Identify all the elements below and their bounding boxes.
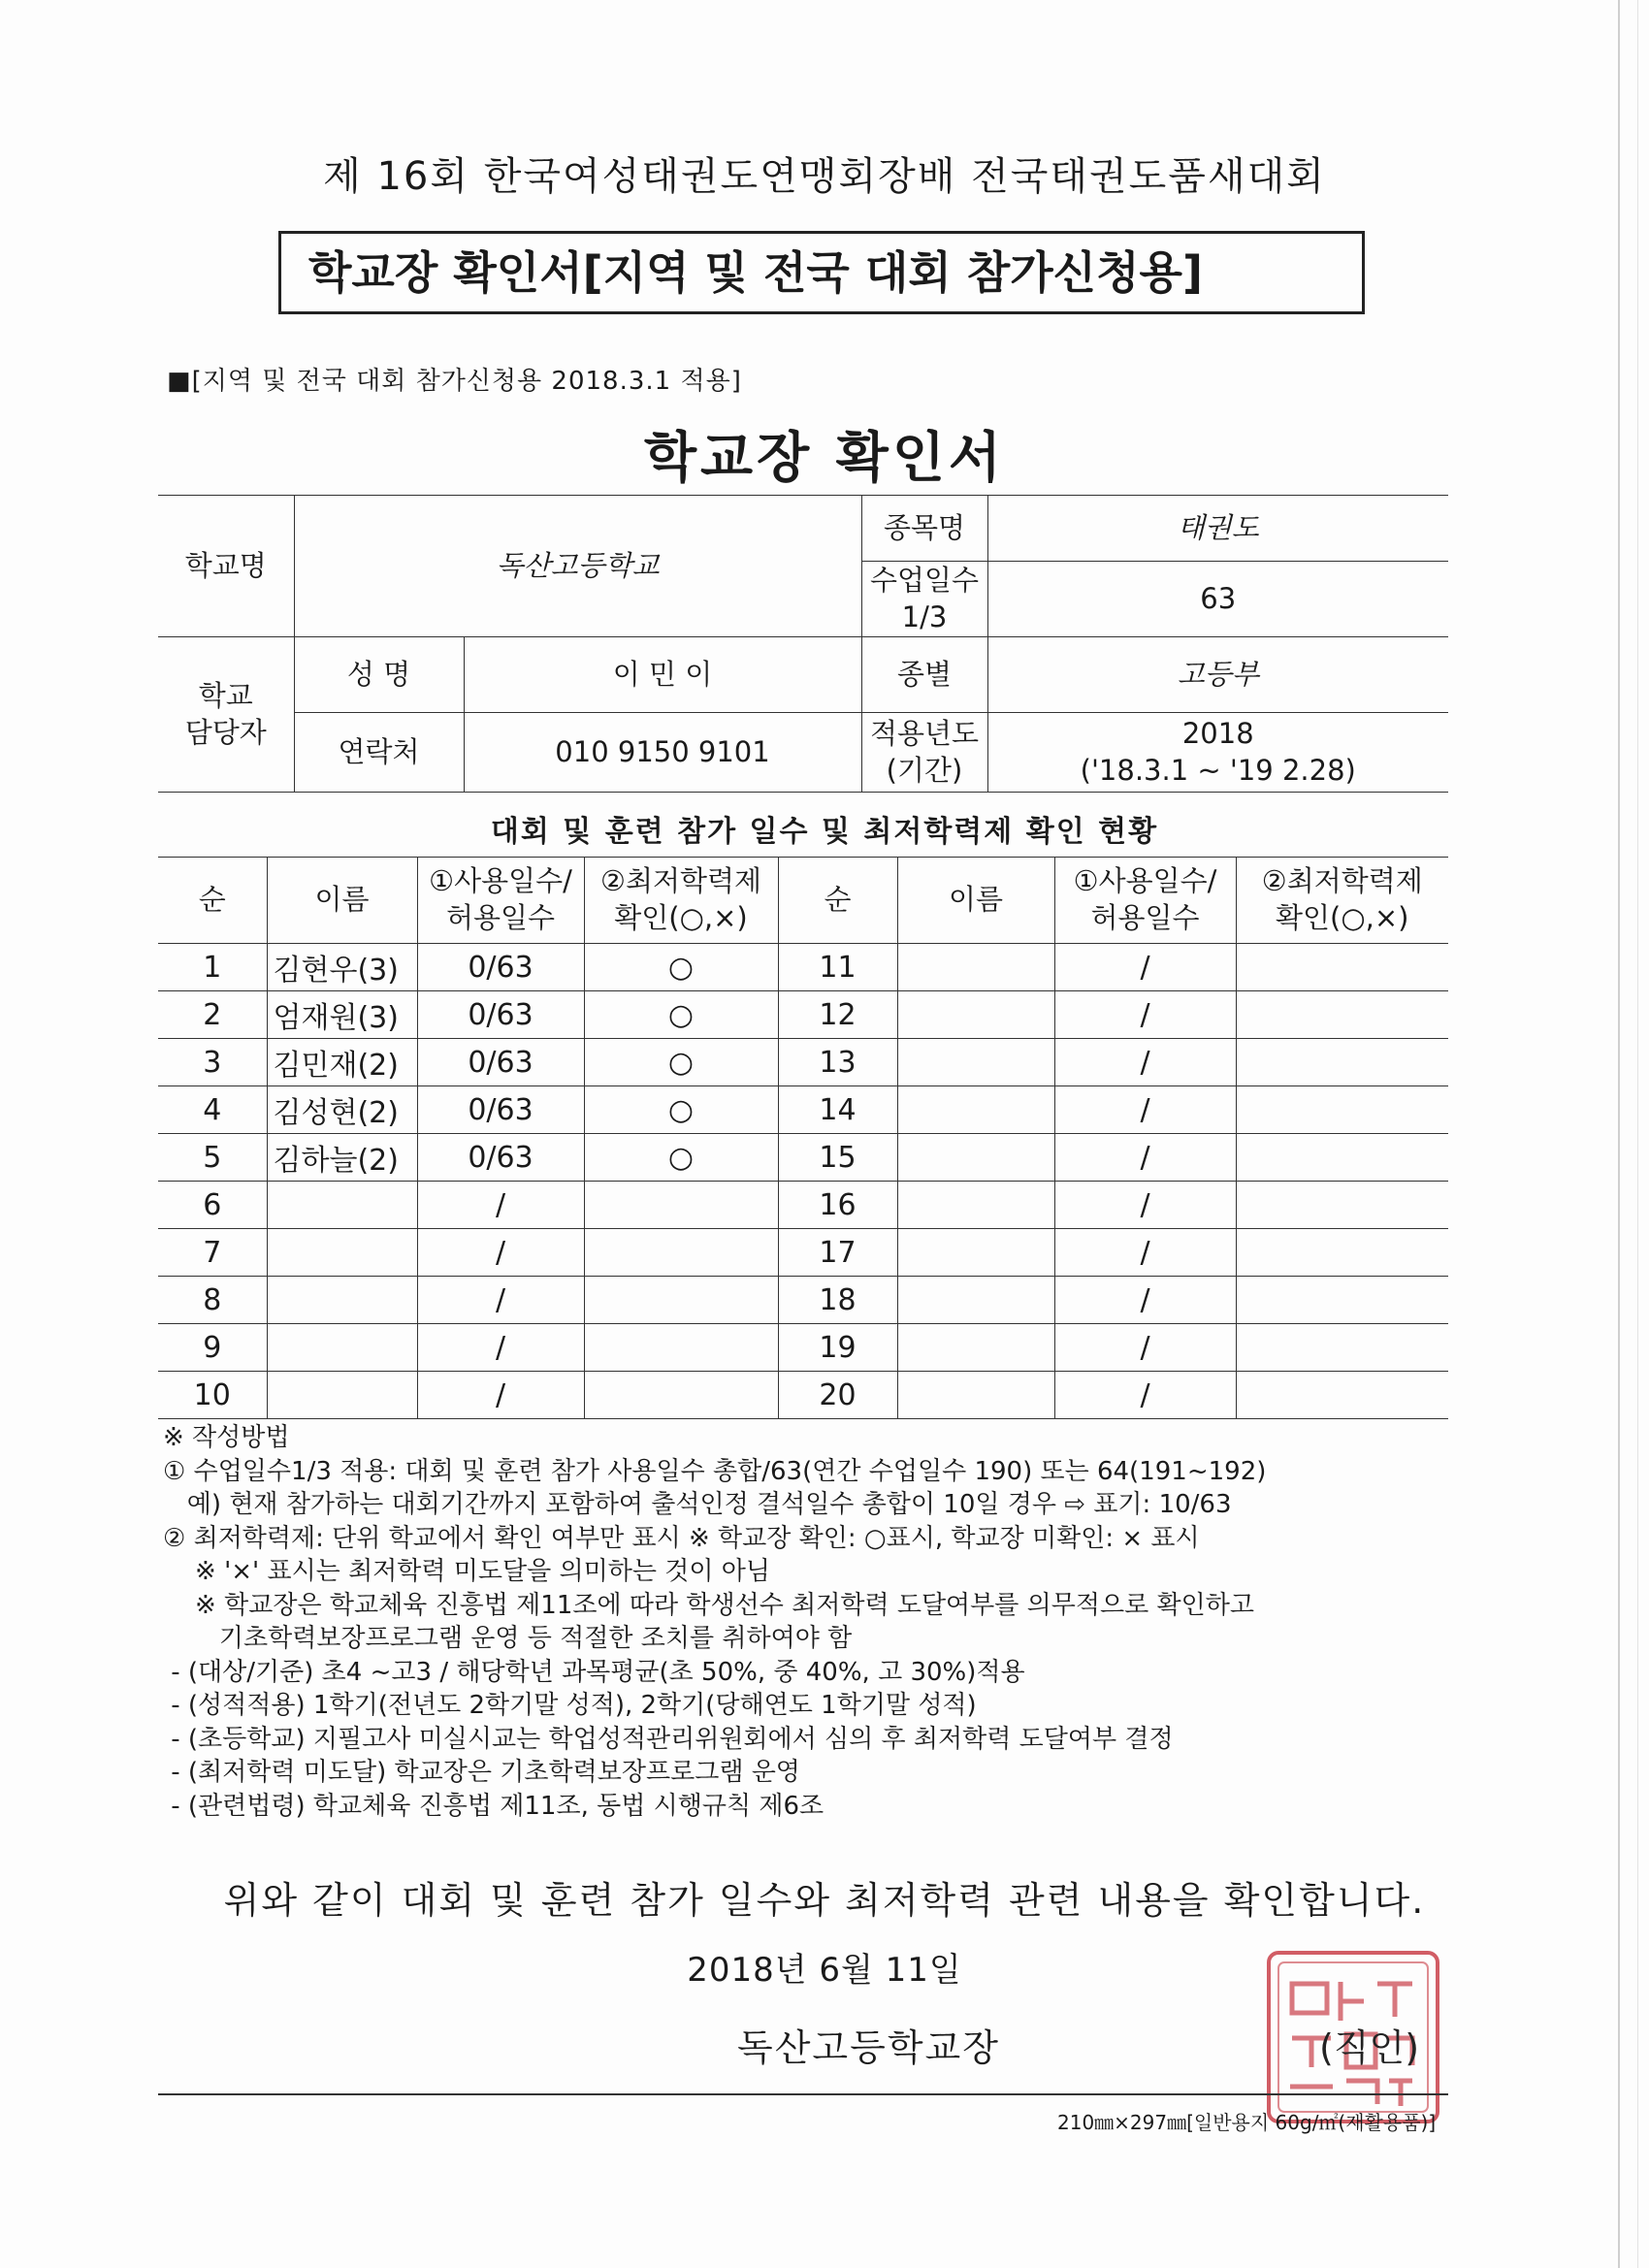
table-row [158,1277,1448,1324]
student-name [897,991,1054,1039]
academic-check [1236,1134,1448,1182]
instruction-line: - (관련법령) 학교체육 진흥법 제11조, 동법 시행규칙 제6조 [163,1791,824,1821]
table-row [158,1372,1448,1419]
seal-label: (직인) [1319,2026,1420,2069]
academic-check [1236,1372,1448,1419]
student-name [267,1324,417,1372]
contact-value: 010 9150 9101 [464,713,861,793]
student-name [267,1277,417,1324]
student-name: 김현우(3) [267,944,417,991]
instruction-line: - (최저학력 미도달) 학교장은 기초학력보장프로그램 운영 [163,1758,800,1787]
col-days-right [1054,858,1236,944]
col-no-left: 순 [158,858,267,944]
used-days: 0/63 [417,1086,584,1134]
scan-edge-line [1618,0,1620,2268]
student-name [897,1372,1054,1419]
student-name [267,1229,417,1277]
table-row [158,1229,1448,1277]
used-days: / [1054,1372,1236,1419]
participant-roster-table [158,857,1448,1419]
instruction-line: ① 수업일수1/3 적용: 대회 및 훈련 참가 사용일수 총합/63(연간 수업일수 190) 또는 64(191~192) [163,1456,1267,1486]
student-name [267,1372,417,1419]
staff-label [158,637,294,793]
contact-label: 연락처 [294,713,464,793]
col-no-right: 순 [778,858,897,944]
division-value: 고등부 [987,637,1448,713]
academic-check [1236,1277,1448,1324]
col-check-left-line1: ②최저학력제 [599,864,762,898]
academic-check [1236,1229,1448,1277]
academic-check [1236,944,1448,991]
row-number: 11 [778,944,897,991]
row-number: 13 [778,1039,897,1086]
apply-year-label-line2: (기간) [886,753,963,787]
instruction-line: - (대상/기준) 초4 ~고3 / 해당학년 과목평균(초 50%, 중 40%, 고 30%)적용 [163,1657,1025,1687]
academic-check [584,1229,778,1277]
staff-name-label: 성 명 [294,637,464,713]
row-number: 6 [158,1182,267,1229]
student-name [897,1086,1054,1134]
instruction-line: ※ '×' 표시는 최저학력 미도달을 의미하는 것이 아님 [163,1557,770,1586]
used-days: / [1054,1039,1236,1086]
student-name: 엄재원(3) [267,991,417,1039]
used-days: / [1054,944,1236,991]
school-name-value: 독산고등학교 [294,496,861,637]
table-row [158,1086,1448,1134]
student-name: 김하늘(2) [267,1134,417,1182]
col-check-right-line2: 확인(○,×) [1276,901,1409,934]
form-title: 학교장 확인서 [643,427,1006,490]
apply-year-value-line1: 2018 [1181,716,1254,750]
academic-check [1236,1182,1448,1229]
apply-year-value-line2: ('18.3.1 ~ '19 2.28) [1080,753,1356,787]
instruction-line: - (성적적용) 1학기(전년도 2학기말 성적), 2학기(당해연도 1학기말 성적) [163,1691,977,1720]
student-name [897,1039,1054,1086]
col-name-left: 이름 [267,858,417,944]
academic-check [1236,1039,1448,1086]
student-name [897,944,1054,991]
table-row [158,1039,1448,1086]
used-days: 0/63 [417,1134,584,1182]
applicability-notice: ■[지역 및 전국 대회 참가신청용 2018.3.1 적용] [167,367,742,396]
instruction-line: ※ 학교장은 학교체육 진흥법 제11조에 따라 학생선수 최저학력 도달여부를 의무적으로 확인하고 [163,1590,1254,1620]
student-name [897,1324,1054,1372]
instruction-line: 기초학력보장프로그램 운영 등 적절한 조치를 취하여야 함 [163,1624,853,1653]
used-days: / [1054,1086,1236,1134]
roster-body [158,944,1448,1419]
used-days: / [417,1182,584,1229]
academic-check [584,1324,778,1372]
class-days-label [861,562,987,637]
staff-name-value: 이 민 이 [464,637,861,713]
academic-check [584,1182,778,1229]
principal-name: 독산고등학교장 [737,2026,1000,2069]
student-name: 김민재(2) [267,1039,417,1086]
row-number: 9 [158,1324,267,1372]
apply-year-label-line1: 적용년도 [869,716,980,750]
used-days: / [1054,1182,1236,1229]
class-days-value: 63 [987,562,1448,637]
col-check-right-line1: ②최저학력제 [1261,864,1423,898]
col-check-right [1236,858,1448,944]
col-check-left-line2: 확인(○,×) [614,901,748,934]
student-name [897,1182,1054,1229]
instruction-line: ② 최저학력제: 단위 학교에서 확인 여부만 표시 ※ 학교장 확인: ○표시, 학교장 미확인: × 표시 [163,1523,1200,1553]
academic-check: ○ [584,944,778,991]
used-days: / [1054,1134,1236,1182]
student-name [267,1182,417,1229]
student-name [897,1134,1054,1182]
event-title: 제 16회 한국여성태권도연맹회장배 전국태권도품새대회 [323,154,1326,199]
used-days: 0/63 [417,991,584,1039]
apply-year-label [861,713,987,793]
used-days: / [417,1277,584,1324]
row-number: 7 [158,1229,267,1277]
academic-check: ○ [584,1134,778,1182]
class-days-label-line2: 1/3 [901,599,948,633]
used-days: 0/63 [417,944,584,991]
row-number: 19 [778,1324,897,1372]
row-number: 14 [778,1086,897,1134]
scan-edge-line-2 [1637,0,1638,2268]
col-days-right-line1: ①사용일수/ [1073,864,1217,898]
academic-check [584,1277,778,1324]
row-number: 3 [158,1039,267,1086]
table-row [158,1134,1448,1182]
row-number: 1 [158,944,267,991]
col-name-right: 이름 [897,858,1054,944]
col-days-left-line1: ①사용일수/ [429,864,572,898]
row-number: 2 [158,991,267,1039]
paper-spec-note: 210㎜×297㎜[일반용지 60g/㎡(재활용품)] [1057,2111,1437,2134]
writing-instructions [163,1421,1463,1823]
table-row [158,1324,1448,1372]
used-days: / [1054,1277,1236,1324]
row-number: 16 [778,1182,897,1229]
division-label: 종별 [861,637,987,713]
academic-check [1236,1086,1448,1134]
boxed-form-title: 학교장 확인서[지역 및 전국 대회 참가신청용] [278,231,1365,314]
roster-header-row [158,858,1448,944]
academic-check: ○ [584,1086,778,1134]
table-row [158,944,1448,991]
row-number: 20 [778,1372,897,1419]
roster-heading: 대회 및 훈련 참가 일수 및 최저학력제 확인 현황 [490,815,1159,849]
event-label: 종목명 [861,496,987,562]
staff-label-line1: 학교 [198,678,253,712]
col-days-left [417,858,584,944]
academic-check: ○ [584,1039,778,1086]
class-days-label-line1: 수업일수 [869,563,980,597]
row-number: 8 [158,1277,267,1324]
row-number: 12 [778,991,897,1039]
academic-check: ○ [584,991,778,1039]
row-number: 5 [158,1134,267,1182]
col-days-right-line2: 허용일수 [1090,901,1200,934]
used-days: / [417,1229,584,1277]
event-value: 태권도 [987,496,1448,562]
used-days: / [417,1324,584,1372]
used-days: / [1054,991,1236,1039]
used-days: / [417,1372,584,1419]
row-number: 10 [158,1372,267,1419]
row-number: 4 [158,1086,267,1134]
student-name [897,1277,1054,1324]
used-days: / [1054,1229,1236,1277]
row-number: 17 [778,1229,897,1277]
student-name: 김성현(2) [267,1086,417,1134]
student-name [897,1229,1054,1277]
staff-label-line2: 담당자 [184,715,267,749]
confirmation-statement: 위와 같이 대회 및 훈련 참가 일수와 최저학력 관련 내용을 확인합니다. [223,1879,1426,1922]
apply-year-value [987,713,1448,793]
table-row [158,1182,1448,1229]
issue-date: 2018년 6월 11일 [687,1951,962,1990]
row-number: 15 [778,1134,897,1182]
row-number: 18 [778,1277,897,1324]
instruction-line: 예) 현재 참가하는 대회기간까지 포함하여 출석인정 결석일수 총합이 10일 경우 ⇨ 표기: 10/63 [163,1490,1232,1519]
academic-check [1236,1324,1448,1372]
school-name-label: 학교명 [158,496,294,637]
used-days: / [1054,1324,1236,1372]
instruction-line: - (초등학교) 지필고사 미실시교는 학업성적관리위원회에서 심의 후 최저학력 도달여부 결정 [163,1724,1174,1754]
academic-check [1236,991,1448,1039]
col-check-left [584,858,778,944]
col-days-left-line2: 허용일수 [445,901,556,934]
school-info-table [158,495,1448,793]
used-days: 0/63 [417,1039,584,1086]
academic-check [584,1372,778,1419]
bottom-divider [158,2093,1448,2095]
table-row [158,991,1448,1039]
instruction-line: ※ 작성방법 [163,1423,290,1452]
